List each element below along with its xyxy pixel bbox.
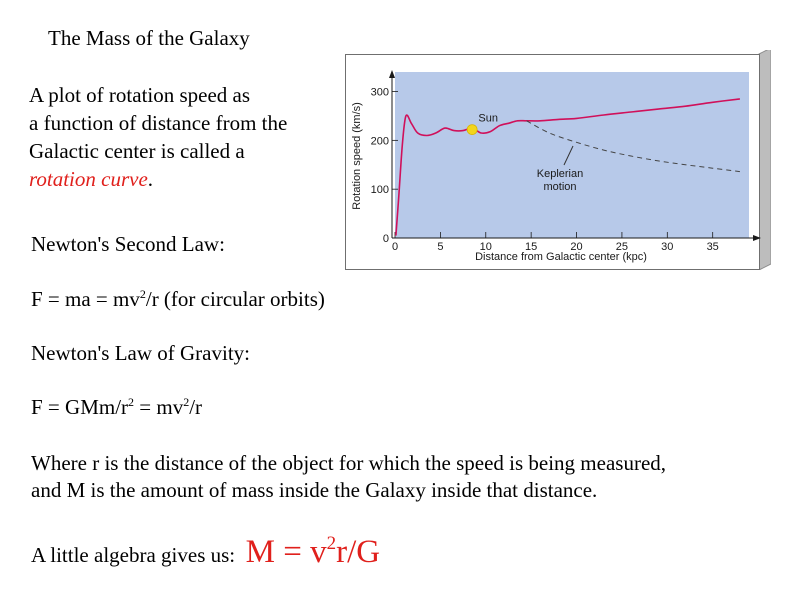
eqg-part-b: = mv: [134, 395, 184, 419]
intro-line-1: A plot of rotation speed as: [29, 83, 251, 107]
newton-second-law-heading: Newton's Second Law:: [31, 232, 225, 256]
algebra-text: A little algebra gives us:: [31, 543, 236, 567]
where-paragraph: [31, 450, 666, 504]
x-tick-label: 0: [391, 241, 399, 253]
eqg-exponent-2: 2: [183, 395, 190, 409]
eq2-exponent: 2: [139, 287, 146, 301]
mass-formula-b: r/G: [336, 534, 381, 570]
x-tick-label: 35: [706, 241, 719, 253]
where-line-1: Where r is the distance of the object for which the speed is being measured,: [31, 451, 667, 475]
newton-second-law-equation: [31, 287, 325, 311]
slide-title: The Mass of the Galaxy: [48, 26, 250, 50]
sun-label: Sun: [478, 112, 498, 125]
where-line-2: and M is the amount of mass inside the Galaxy inside that distance.: [31, 478, 598, 502]
intro-line-3: Galactic center is called a: [29, 139, 245, 163]
mass-formula: [246, 534, 380, 570]
intro-line-2: a function of distance from the: [29, 111, 288, 135]
intro-paragraph: [29, 81, 287, 193]
sun-marker: [467, 125, 477, 135]
y-tick-label: 200: [370, 135, 389, 148]
rotation-curve-figure: [345, 50, 771, 270]
y-tick-label: 0: [382, 233, 389, 245]
x-tick-label: 25: [615, 241, 629, 253]
y-tick-label: 100: [370, 184, 389, 197]
mass-formula-a: M = v: [245, 534, 327, 570]
algebra-line: [31, 532, 380, 575]
plot-area: [395, 72, 749, 238]
eqg-part-a: F = GMm/r: [31, 395, 129, 419]
x-tick-label: 5: [437, 241, 444, 253]
y-tick-label: 300: [370, 86, 389, 99]
rotation-curve-chart: [345, 50, 771, 270]
keplerian-label-line-1: Keplerian: [536, 168, 584, 180]
intro-period: .: [147, 167, 154, 191]
mass-formula-exponent: 2: [326, 533, 337, 554]
rotation-curve-term: rotation curve: [29, 167, 148, 191]
gravity-law-equation: [31, 395, 202, 419]
x-tick-label: 30: [661, 241, 674, 253]
keplerian-label-line-2: motion: [543, 181, 577, 193]
x-axis-label: Distance from Galactic center (kpc): [475, 251, 647, 263]
intro-line-4: [29, 165, 287, 193]
figure-frame-side: [759, 50, 771, 270]
y-axis-label: Rotation speed (km/s): [351, 102, 363, 210]
gravity-law-heading: Newton's Law of Gravity:: [31, 341, 250, 365]
x-tick-label: 20: [570, 241, 583, 253]
x-tick-label: 10: [479, 241, 492, 253]
eqg-exponent-1: 2: [128, 395, 135, 409]
x-tick-label: 15: [525, 241, 538, 253]
eq2-part-a: F = ma = mv: [31, 287, 140, 311]
eq2-part-b: /r (for circular orbits): [145, 287, 325, 311]
eqg-part-c: /r: [189, 395, 203, 419]
